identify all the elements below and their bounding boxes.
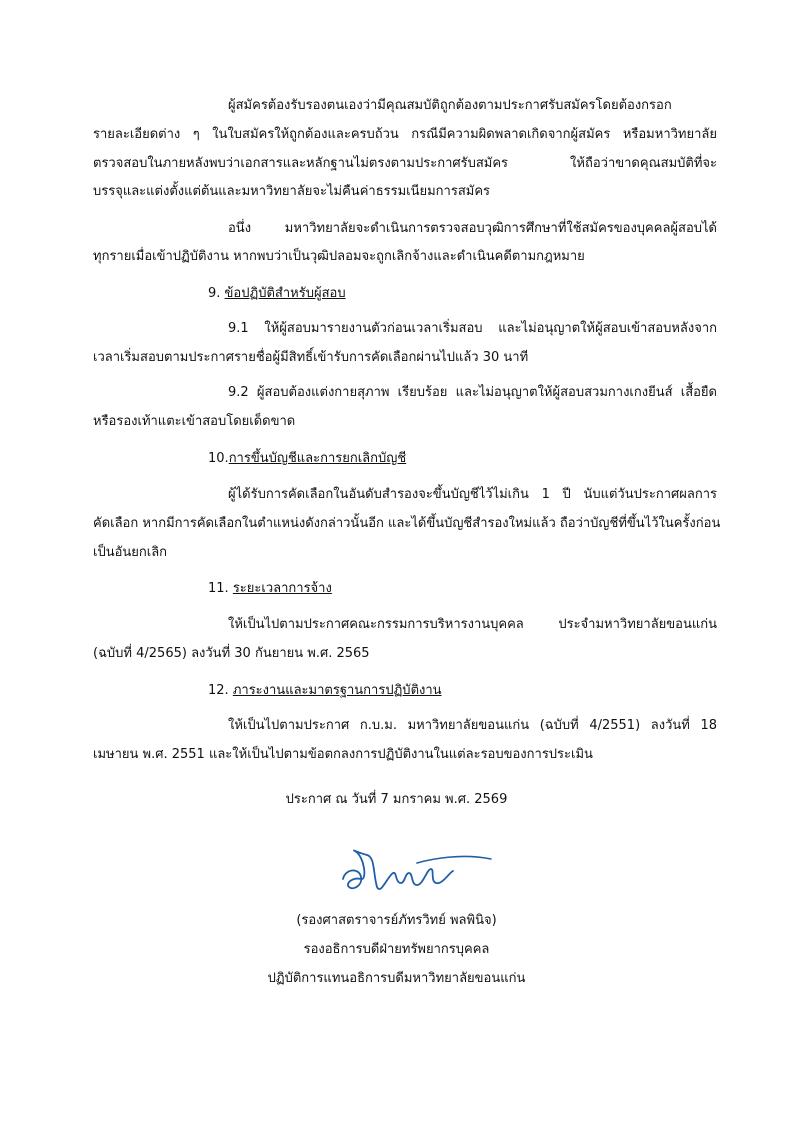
eligibility-line-4: บรรจุและแต่งตั้งแต่ต้นและมหาวิทยาลัยจะไม่คืนค่าธรรมเนียมการสมัคร: [93, 184, 491, 199]
section-10-title: การขึ้นบัญชีและการยกเลิกบัญชี: [228, 451, 407, 466]
section-9-heading: [208, 285, 346, 303]
section-12-line-2: เมษายน พ.ศ. 2551 และให้เป็นไปตามข้อตกลงการปฏิบัติงานในแต่ละรอบของการประเมิน: [93, 747, 593, 762]
section-10-number: 10.: [208, 451, 229, 466]
section-12-line-1: ให้เป็นไปตามประกาศ ก.บ.ม. มหาวิทยาลัยขอนแก่น (ฉบับที่ 4/2551) ลงวันที่ 18: [228, 718, 717, 733]
signatory-acting: ปฏิบัติการแทนอธิการบดีมหาวิทยาลัยขอนแก่น: [267, 971, 526, 986]
section-9-2-line-2: หรือรองเท้าแตะเข้าสอบโดยเด็ดขาด: [93, 414, 296, 429]
signatory-name: (รองศาสตราจารย์ภัทรวิทย์ พลพินิจ): [296, 913, 497, 928]
section-10-line-2: คัดเลือก หากมีการคัดเลือกในตำแหน่งดังกล่าวนั้นอีก และได้ขึ้นบัญชีสำรองใหม่แล้ว ถือว่าบัญชีที่ขึ้นไว้ในครั้งก่อน: [93, 516, 721, 531]
eligibility-line-3: ตรวจสอบในภายหลังพบว่าเอกสารและหลักฐานไม่ตรงตามประกาศรับสมัคร ให้ถือว่าขาดคุณสมบัติที่จะ: [93, 156, 717, 171]
section-9-1-line-2: เวลาเริ่มสอบตามประกาศรายชื่อผู้มีสิทธิ์เข้ารับการคัดเลือกผ่านไปแล้ว 30 นาที: [93, 350, 529, 365]
signatory-position: รองอธิการบดีฝ่ายทรัพยากรบุคคล: [303, 942, 490, 957]
section-9-1-line-1: 9.1 ให้ผู้สอบมารายงานตัวก่อนเวลาเริ่มสอบ และไม่อนุญาตให้ผู้สอบเข้าสอบหลังจาก: [228, 321, 717, 336]
section-9-number: 9.: [208, 286, 221, 301]
section-10-line-3: เป็นอันยกเลิก: [93, 545, 168, 560]
section-11-line-1: ให้เป็นไปตามประกาศคณะกรรมการบริหารงานบุคคล ประจำมหาวิทยาลัยขอนแก่น: [228, 617, 717, 632]
section-9-2-line-1: 9.2 ผู้สอบต้องแต่งกายสุภาพ เรียบร้อย และไม่อนุญาตให้ผู้สอบสวมกางเกงยีนส์ เสื้อยืด: [228, 385, 717, 400]
section-11-heading: [208, 580, 332, 598]
announcement-date: ประกาศ ณ วันที่ 7 มกราคม พ.ศ. 2569: [285, 792, 508, 807]
section-11-number: 11.: [208, 581, 229, 596]
section-11-title: ระยะเวลาการจ้าง: [232, 581, 332, 596]
section-12-title: ภาระงานและมาตรฐานการปฏิบัติงาน: [232, 683, 442, 698]
section-10-heading: [208, 450, 406, 468]
section-12-number: 12.: [208, 683, 229, 698]
signature-stroke-main: [343, 850, 453, 889]
section-9-title: ข้อปฏิบัติสำหรับผู้สอบ: [224, 286, 346, 301]
signature-image: [331, 843, 496, 903]
eligibility-line-1: ผู้สมัครต้องรับรองตนเองว่ามีคุณสมบัติถูกต้องตามประกาศรับสมัครโดยต้องกรอก: [228, 98, 672, 113]
section-11-line-2: (ฉบับที่ 4/2565) ลงวันที่ 30 กันยายน พ.ศ. 2565: [93, 646, 370, 661]
eligibility-line-2: รายละเอียดต่าง ๆ ในใบสมัครให้ถูกต้องและครบถ้วน กรณีมีความผิดพลาดเกิดจากผู้สมัคร หรือมหาวิทยาลัย: [93, 127, 717, 142]
section-12-heading: [208, 682, 442, 700]
signature-stroke-flourish: [417, 856, 491, 863]
eligibility-line-6: ทุกรายเมื่อเข้าปฏิบัติงาน หากพบว่าเป็นวุฒิปลอมจะถูกเลิกจ้างและดำเนินคดีตามกฎหมาย: [93, 249, 585, 264]
section-10-line-1: ผู้ได้รับการคัดเลือกในอันดับสำรองจะขึ้นบัญชีไว้ไม่เกิน 1 ปี นับแต่วันประกาศผลการ: [228, 487, 717, 502]
eligibility-line-5: อนึ่ง มหาวิทยาลัยจะดำเนินการตรวจสอบวุฒิการศึกษาที่ใช้สมัครของบุคคลผู้สอบได้: [228, 221, 717, 236]
